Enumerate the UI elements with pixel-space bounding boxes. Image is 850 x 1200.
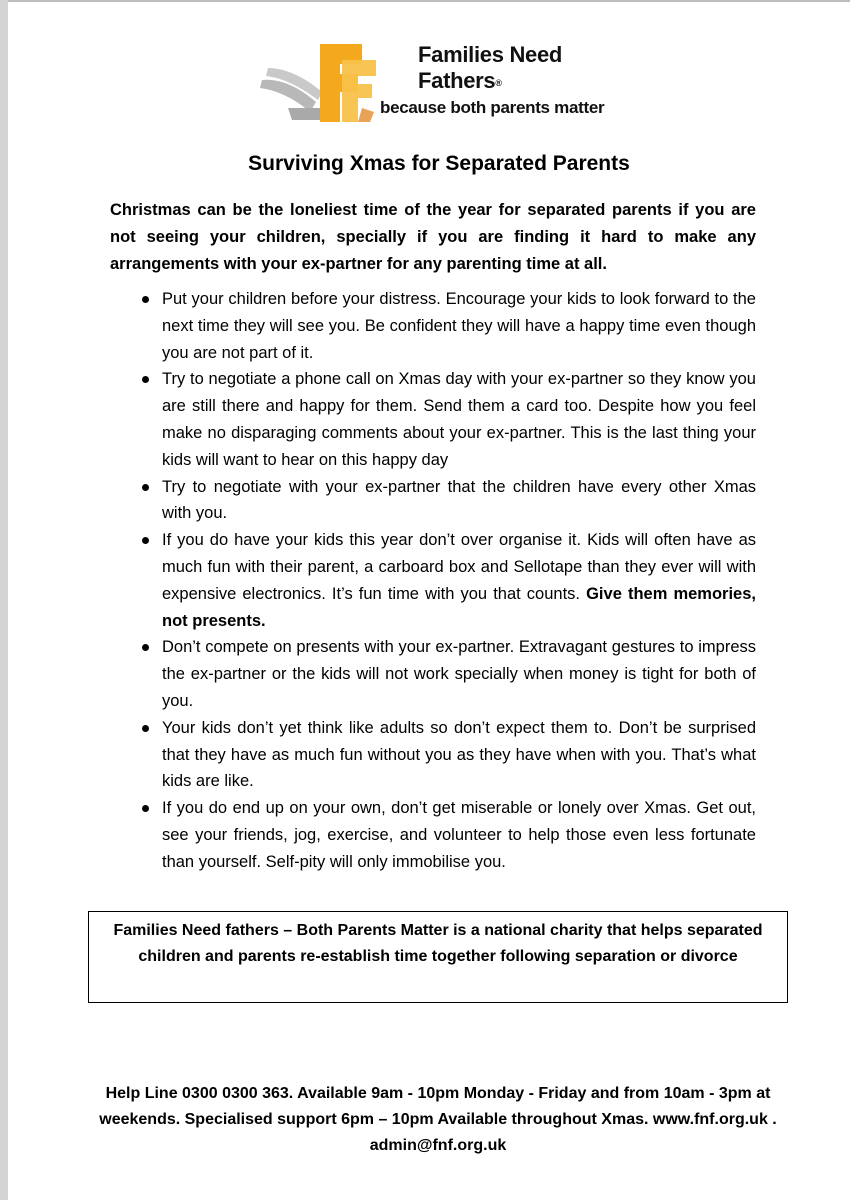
logo-tagline: because both parents matter [380, 98, 605, 117]
page-title: Surviving Xmas for Separated Parents [248, 152, 630, 175]
document-page [8, 0, 850, 1200]
fnf-logo [258, 38, 638, 138]
list-item [110, 474, 756, 528]
tip-text: Try to negotiate a phone call on Xmas day with your ex-partner so they know you are still there and happy for them. Send them a card too. Despite how you feel make no disparaging comments about your ex-partner. This is the last thing your kids will want to hear on this happy day [162, 370, 756, 469]
bullet-icon [142, 644, 149, 651]
list-item [110, 715, 756, 795]
tip-text: Put your children before your distress. Encourage your kids to look forward to the next time they will see you. Be confident they will have a happy time even though you are not part of it. [162, 290, 756, 362]
bullet-icon [142, 376, 149, 383]
list-item [110, 527, 756, 634]
tip-text: Try to negotiate with your ex-partner that the children have every other Xmas with you. [162, 477, 756, 523]
bullet-icon [142, 805, 149, 812]
bullet-icon [142, 537, 149, 544]
bullet-icon [142, 296, 149, 303]
tips-list [110, 286, 756, 876]
logo-name-line2-wrapper [418, 68, 562, 94]
logo-name-line1: Families Need [418, 42, 563, 67]
tip-bold-text: Give them memories, not presents. [162, 584, 756, 630]
list-item [110, 366, 756, 473]
intro-paragraph: Christmas can be the loneliest time of the year for separated parents if you are not seeing your children, specially if you are finding it hard to make any arrangements with your ex-partner for any parenting time at all. [110, 201, 756, 273]
list-item [110, 795, 756, 875]
charity-note: Families Need fathers – Both Parents Matter is a national charity that helps separated children and parents re-establish time together following separation or divorce [113, 922, 763, 965]
registered-mark: ® [495, 78, 502, 88]
bullet-icon [142, 725, 149, 732]
tip-text: If you do end up on your own, don’t get miserable or lonely over Xmas. Get out, see your friends, jog, exercise, and volunteer to help those even less fortunate than yourself. Self-pity will only immobilise you. [162, 799, 756, 871]
tip-text: Don’t compete on presents with your ex-partner. Extravagant gestures to impress the ex-partner or the kids will not work specially when money is tight for both of you. [162, 638, 756, 710]
logo-name-line2: Fathers [418, 68, 496, 93]
logo-organisation-name [418, 42, 562, 94]
bullet-icon [142, 484, 149, 491]
page-edge-divider [8, 0, 850, 2]
charity-info-box [88, 911, 788, 1003]
tip-text: Your kids don’t yet think like adults so don’t expect them to. Don’t be surprised that they have as much fun without you as they have when with you. That’s what kids are like. [162, 718, 756, 791]
tip-text: If you do have your kids this year don’t over organise it. Kids will often have as much fun with their parent, a carboard box and Sellotape than they ever will with expensive electronics. It’s fun time with you that counts. [162, 531, 756, 603]
helpline-info: Help Line 0300 0300 363. Available 9am - 10pm Monday - Friday and from 10am - 3pm at weekends. Specialised support 6pm – 10pm Available throughout Xmas. www.fnf.org.uk . admin@fnf.org.uk [99, 1085, 777, 1154]
list-item [110, 634, 756, 714]
list-item [110, 286, 756, 366]
